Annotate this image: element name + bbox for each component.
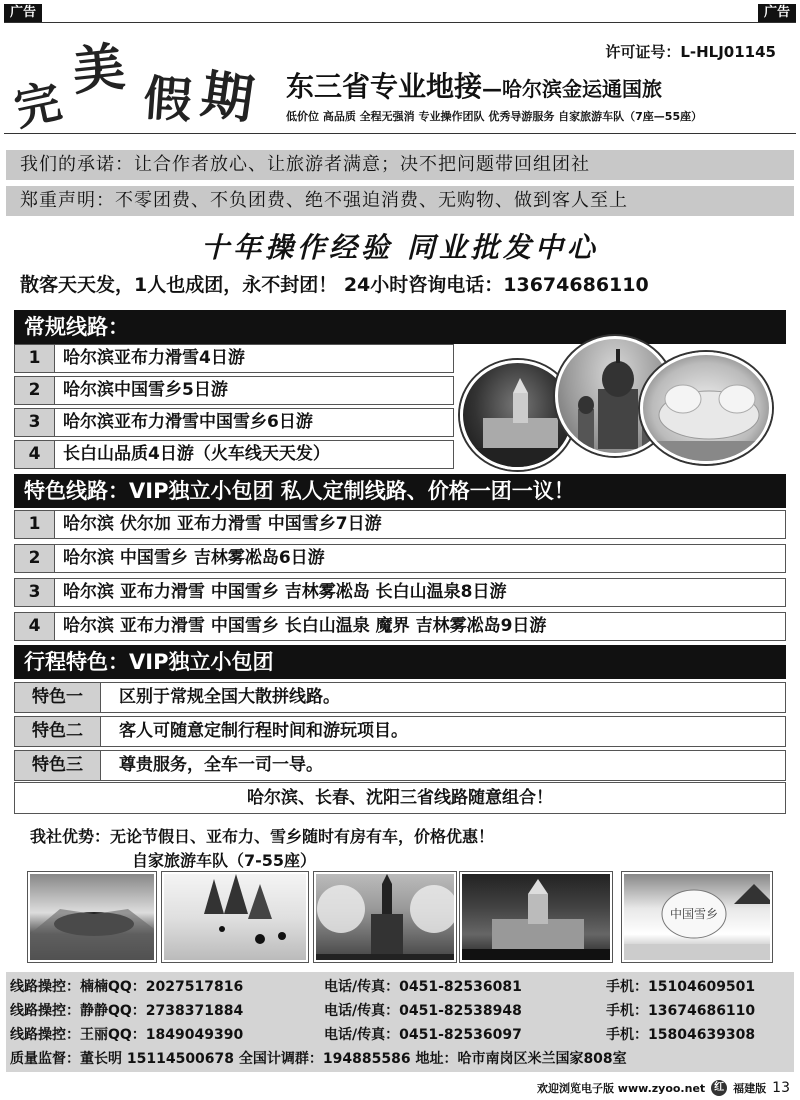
logo <box>8 27 278 137</box>
logo-char-1: 完 <box>9 73 66 137</box>
route-text: 哈尔滨 亚布力滑雪 中国雪乡 吉林雾凇岛 长白山温泉8日游 <box>63 582 507 602</box>
photo-ice-festival-night <box>460 872 612 962</box>
ad-label-left: 广告 <box>4 4 42 22</box>
route-number: 3 <box>15 409 55 436</box>
logo-char-4: 期 <box>197 63 258 132</box>
footer-edition: 福建版 <box>733 1082 767 1095</box>
special-route-row <box>14 612 786 641</box>
route-number: 2 <box>15 545 55 572</box>
feature-label: 特色二 <box>15 717 101 746</box>
quality-supervision: 质量监督：董长明 15114500678 全国计调群：194885586 地址：哈市南岗区米兰国家808室 <box>10 1051 627 1067</box>
feature-label: 特色三 <box>15 751 101 780</box>
special-route-row <box>14 510 786 539</box>
regular-routes-heading: 常规线路： <box>14 310 786 344</box>
tagline: 散客天天发，1人也成团，永不封团！ 24小时咨询电话：13674686110 <box>20 274 649 296</box>
contact-operator: 线路操控：王丽QQ：1849049390 <box>10 1027 244 1043</box>
feature-text: 客人可随意定制行程时间和游玩项目。 <box>119 721 408 741</box>
photo-snow-town <box>622 872 772 962</box>
contact-operator: 线路操控：楠楠QQ：2027517816 <box>10 979 244 995</box>
company-name <box>286 65 662 105</box>
regular-route-row <box>14 344 454 373</box>
contact-phone-fax: 电话/传真：0451-82536097 <box>324 1027 522 1043</box>
company-fleet: 自家旅游车队（7-55座） <box>132 851 317 870</box>
itinerary-features-heading: 行程特色：VIP独立小包团 <box>14 645 786 679</box>
header <box>4 22 796 137</box>
route-text: 长白山品质4日游（火车线天天发） <box>63 444 330 464</box>
special-routes-heading: 特色线路：VIP独立小包团 私人定制线路、价格一团一议！ <box>14 474 786 508</box>
route-text: 哈尔滨亚布力滑雪4日游 <box>63 348 245 368</box>
route-number: 1 <box>15 511 55 538</box>
itinerary-feature-row <box>14 750 786 781</box>
logo-char-2: 美 <box>69 36 128 103</box>
route-number: 3 <box>15 579 55 606</box>
route-combo-note: 哈尔滨、长春、沈阳三省线路随意组合！ <box>14 782 786 814</box>
company-main: 东三省专业地接 <box>286 70 483 103</box>
footer <box>537 1080 790 1096</box>
company-advantage: 我社优势：无论节假日、亚布力、雪乡随时有房有车，价格优惠！ <box>30 827 495 846</box>
route-text: 哈尔滨中国雪乡5日游 <box>63 380 228 400</box>
route-text: 哈尔滨 亚布力滑雪 中国雪乡 长白山温泉 魔界 吉林雾凇岛9日游 <box>63 616 547 636</box>
feature-text: 尊贵服务，全车一司一导。 <box>119 755 323 775</box>
photo-skiing <box>162 872 308 962</box>
contact-operator: 线路操控：静静QQ：2738371884 <box>10 1003 244 1019</box>
company-sub: —哈尔滨金运通国旅 <box>482 77 663 101</box>
slogan: 十年操作经验 同业批发中心 <box>201 231 599 264</box>
regular-route-row <box>14 376 454 405</box>
route-number: 4 <box>15 613 55 640</box>
contact-mobile: 手机：13674686110 <box>606 1003 756 1019</box>
route-number: 2 <box>15 377 55 404</box>
route-text: 哈尔滨 中国雪乡 吉林雾凇岛6日游 <box>63 548 325 568</box>
logo-char-3: 假 <box>141 70 194 130</box>
pledge-statement: 郑重声明：不零团费、不负团费、绝不强迫消费、无购物、做到客人至上 <box>6 186 794 216</box>
regular-route-row <box>14 440 454 469</box>
snow-town-sign: 中国雪乡 <box>669 907 719 921</box>
pledge-promise: 我们的承诺：让合作者放心、让旅游者满意；决不把问题带回组团社 <box>6 150 794 180</box>
page-number: 13 <box>772 1080 790 1096</box>
license-number: 许可证号：L-HLJ01145 <box>605 43 776 61</box>
red-badge-icon: 红 <box>711 1080 727 1096</box>
contact-phone-fax: 电话/传真：0451-82536081 <box>324 979 522 995</box>
feature-text: 区别于常规全国大散拼线路。 <box>119 687 340 707</box>
itinerary-feature-row <box>14 716 786 747</box>
contact-mobile: 手机：15804639308 <box>606 1027 756 1043</box>
route-number: 1 <box>15 345 55 372</box>
footer-browse: 欢迎浏览电子版 www.zyoo.net <box>536 1082 706 1095</box>
contact-mobile: 手机：15104609501 <box>606 979 756 995</box>
route-text: 哈尔滨 伏尔加 亚布力滑雪 中国雪乡7日游 <box>63 514 382 534</box>
itinerary-feature-row <box>14 682 786 713</box>
special-route-row <box>14 544 786 573</box>
route-number: 4 <box>15 441 55 468</box>
photo-rime-cathedral <box>314 872 456 962</box>
photo-snow-sculpture <box>640 352 772 464</box>
photo-crater-lake <box>28 872 156 962</box>
contact-panel <box>6 972 794 1072</box>
contact-phone-fax: 电话/传真：0451-82538948 <box>324 1003 522 1019</box>
feature-label: 特色一 <box>15 683 101 712</box>
ad-label-right: 广告 <box>758 4 796 22</box>
route-text: 哈尔滨亚布力滑雪中国雪乡6日游 <box>63 412 313 432</box>
service-features: 低价位 高品质 全程无强消 专业操作团队 优秀导游服务 自家旅游车队（7座—55座） <box>286 110 703 123</box>
regular-route-row <box>14 408 454 437</box>
special-route-row <box>14 578 786 607</box>
